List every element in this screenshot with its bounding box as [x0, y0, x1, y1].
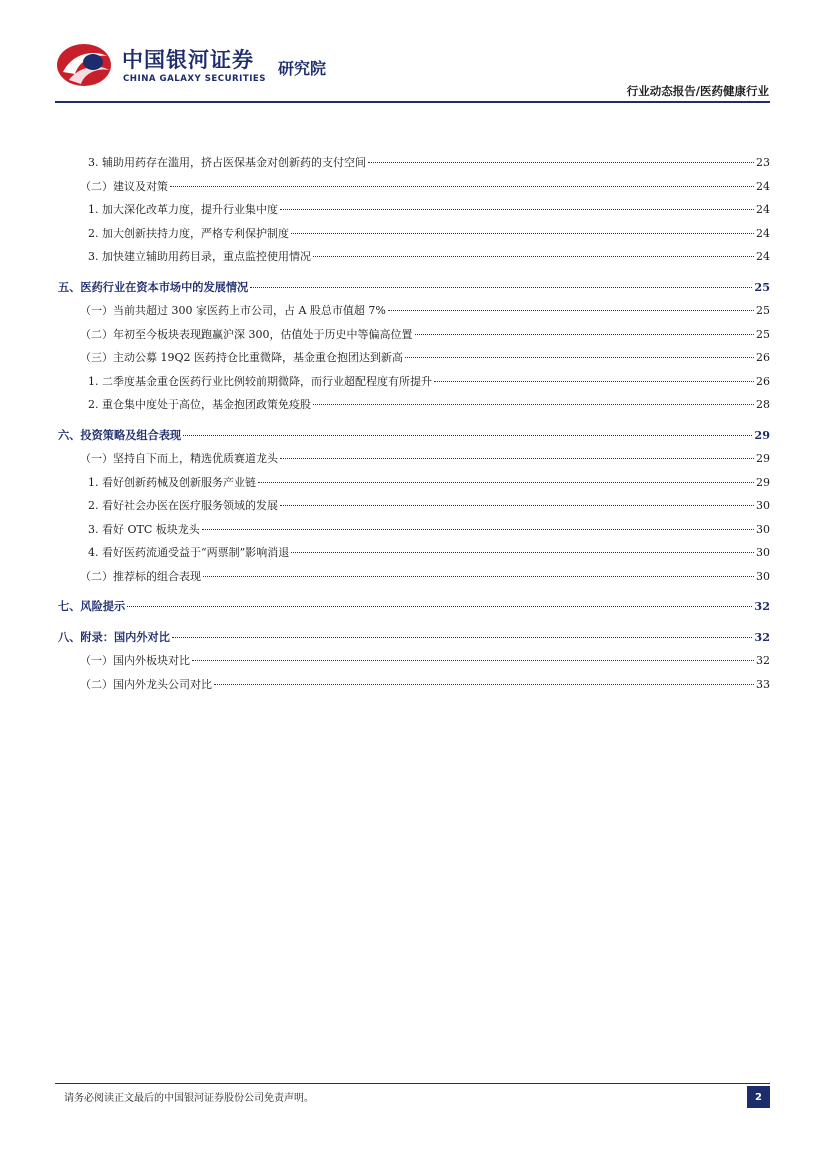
toc-entry[interactable]: [58, 349, 770, 373]
galaxy-logo-icon: [55, 42, 113, 88]
toc-entry-title: （二）建议及对策: [80, 179, 168, 193]
toc-entry-page: 28: [756, 398, 770, 411]
toc-entry-title: 五、医药行业在资本市场中的发展情况: [58, 279, 249, 294]
toc-dot-leader: [214, 684, 754, 685]
toc-dot-leader: [258, 482, 754, 483]
toc-dot-leader: [434, 381, 754, 382]
toc-dot-leader: [291, 233, 754, 234]
toc-entry[interactable]: [58, 598, 770, 622]
toc-entry-page: 25: [756, 304, 770, 317]
toc-entry-title: （二）年初至今板块表现跑赢沪深 300，估值处于历史中等偏高位置: [80, 327, 413, 341]
toc-entry-page: 30: [756, 546, 770, 559]
toc-entry[interactable]: [58, 521, 770, 545]
toc-entry-page: 32: [754, 629, 770, 644]
page-number: 2: [747, 1086, 770, 1108]
brand-name-en: CHINA GALAXY SECURITIES: [123, 74, 266, 84]
toc-entry-title: 1. 二季度基金重仓医药行业比例较前期微降，而行业超配程度有所提升: [88, 374, 432, 388]
toc-entry[interactable]: [58, 474, 770, 498]
toc-entry[interactable]: [58, 652, 770, 676]
toc-dot-leader: [313, 404, 754, 405]
toc-entry-title: 3. 看好 OTC 板块龙头: [88, 522, 200, 536]
toc-entry-title: （二）国内外龙头公司对比: [80, 677, 212, 691]
brand-institute: 研究院: [278, 59, 327, 78]
toc-entry[interactable]: [58, 676, 770, 700]
footer-disclaimer: 请务必阅读正文最后的中国银河证券股份公司免责声明。: [64, 1093, 314, 1104]
toc-dot-leader: [291, 552, 754, 553]
toc-entry-title: （一）当前共超过 300 家医药上市公司，占 A 股总市值超 7%: [80, 304, 386, 317]
toc-entry-page: 26: [756, 351, 770, 364]
toc-entry-page: 23: [756, 156, 770, 169]
toc-entry[interactable]: [58, 629, 770, 653]
toc-entry[interactable]: [58, 373, 770, 397]
toc-entry[interactable]: [58, 201, 770, 225]
toc-entry-title: 4. 看好医药流通受益于“两票制”影响消退: [88, 546, 290, 559]
toc-entry-page: 30: [756, 522, 770, 536]
toc-entry-page: 32: [756, 654, 770, 667]
toc-entry-page: 26: [756, 374, 770, 388]
toc-dot-leader: [202, 529, 754, 530]
toc-dot-leader: [250, 287, 752, 288]
toc-entry-title: 1. 看好创新药械及创新服务产业链: [88, 475, 256, 489]
page-header: [0, 0, 827, 110]
toc-dot-leader: [172, 637, 753, 638]
toc-dot-leader: [280, 209, 754, 210]
toc-entry-page: 24: [756, 179, 770, 193]
toc-entry-page: 29: [756, 475, 770, 489]
toc-entry-title: 3. 辅助用药存在滥用，挤占医保基金对创新药的支付空间: [88, 156, 366, 169]
toc-entry[interactable]: [58, 302, 770, 326]
report-type: 行业动态报告/医药健康行业: [626, 84, 769, 98]
toc-dot-leader: [192, 660, 754, 661]
toc-entry[interactable]: [58, 396, 770, 420]
toc-entry-page: 24: [756, 226, 770, 240]
toc-dot-leader: [280, 458, 754, 459]
toc-entry-title: 八、附录：国内外对比: [58, 629, 170, 644]
toc-dot-leader: [313, 256, 754, 257]
toc-entry[interactable]: [58, 248, 770, 272]
toc-entry-page: 24: [756, 250, 770, 263]
toc-entry-title: 六、投资策略及组合表现: [58, 427, 182, 442]
toc-dot-leader: [203, 576, 754, 577]
toc-entry-page: 29: [754, 427, 770, 442]
toc-entry-page: 29: [756, 452, 770, 465]
toc-entry-title: 2. 加大创新扶持力度，严格专利保护制度: [88, 226, 289, 240]
toc-entry-page: 25: [756, 327, 770, 341]
toc-dot-leader: [405, 357, 754, 358]
toc-entry[interactable]: [58, 544, 770, 568]
toc-dot-leader: [127, 606, 752, 607]
header-divider: [55, 101, 770, 103]
toc-entry-title: 1. 加大深化改革力度，提升行业集中度: [88, 203, 278, 216]
toc-dot-leader: [280, 505, 754, 506]
toc-entry-title: 3. 加快建立辅助用药目录，重点监控使用情况: [88, 250, 311, 263]
toc-entry-page: 33: [756, 677, 770, 691]
toc-entry-title: 2. 看好社会办医在医疗服务领域的发展: [88, 499, 278, 512]
toc-entry-page: 32: [754, 599, 770, 613]
toc-dot-leader: [388, 310, 754, 311]
toc-entry[interactable]: [58, 225, 770, 249]
toc-dot-leader: [368, 162, 754, 163]
toc-entry[interactable]: [58, 497, 770, 521]
toc-entry[interactable]: [58, 326, 770, 350]
toc-dot-leader: [170, 186, 754, 187]
toc-entry[interactable]: [58, 568, 770, 592]
footer-divider: [55, 1083, 770, 1084]
toc-entry[interactable]: [58, 178, 770, 202]
toc-entry-title: 七、风险提示: [58, 599, 126, 613]
toc-entry-page: 25: [754, 279, 770, 294]
toc-entry-page: 24: [756, 203, 770, 216]
toc-dot-leader: [183, 435, 752, 436]
toc-entry[interactable]: [58, 450, 770, 474]
toc-entry-page: 30: [756, 499, 770, 512]
table-of-contents: [58, 154, 770, 699]
toc-entry-title: （一）坚持自下而上，精选优质赛道龙头: [80, 452, 278, 465]
toc-entry-page: 30: [756, 569, 770, 583]
brand-name-cn: 中国银河证券: [122, 48, 254, 72]
toc-entry-title: （一）国内外板块对比: [80, 654, 190, 667]
toc-entry-title: （三）主动公募 19Q2 医药持仓比重微降，基金重仓抱团达到新高: [80, 351, 404, 364]
toc-entry[interactable]: [58, 279, 770, 303]
toc-entry-title: （二）推荐标的组合表现: [80, 569, 201, 583]
toc-dot-leader: [415, 334, 755, 335]
toc-entry-title: 2. 重仓集中度处于高位，基金抱团政策免疫股: [88, 398, 311, 411]
toc-entry[interactable]: [58, 427, 770, 451]
toc-entry[interactable]: [58, 154, 770, 178]
